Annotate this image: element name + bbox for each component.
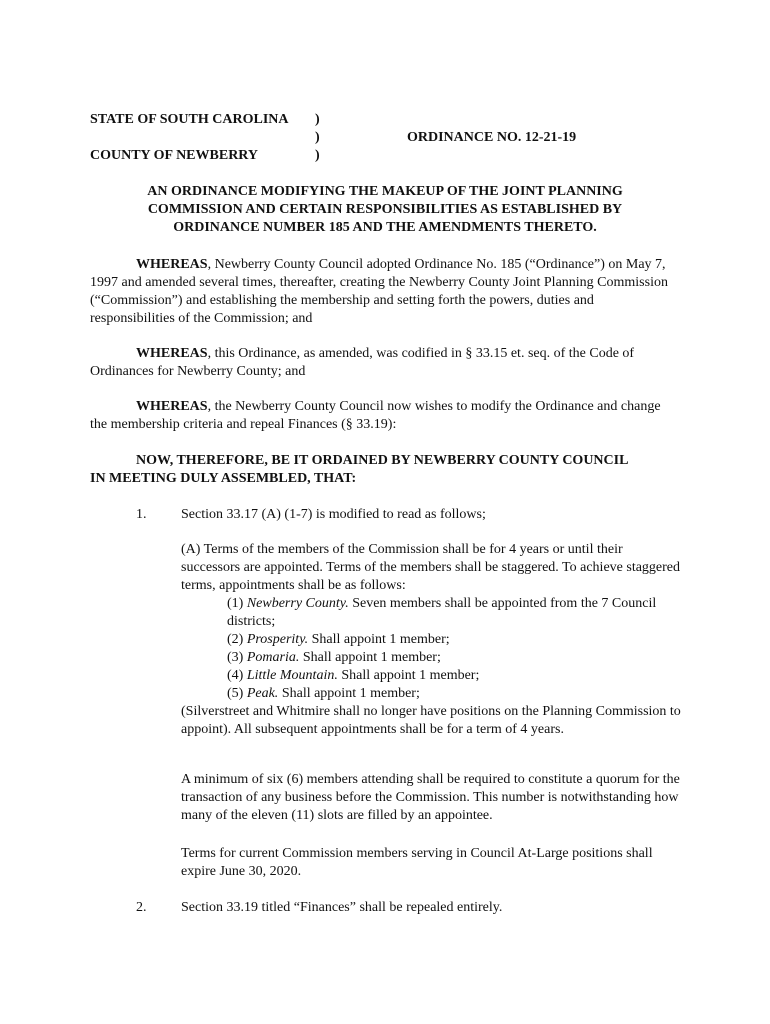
item-name: Peak. — [246, 686, 279, 701]
item-number: (3) — [227, 650, 247, 665]
appointment-item — [181, 595, 681, 631]
item-name: Little Mountain. — [246, 668, 338, 683]
section-number: 1. — [136, 507, 147, 522]
quorum-paragraph: A minimum of six (6) members attending shall be required to constitute a quorum for the transaction of any business before the Commission. This number is notwithstanding how many of the eleven (11) slots are filled by an appointee. — [181, 772, 680, 823]
item-number: (1) — [227, 596, 247, 611]
item-name: Newberry County. — [246, 596, 349, 611]
appointment-item — [181, 667, 681, 685]
enacting-clause — [90, 452, 680, 488]
title-line: AN ORDINANCE MODIFYING THE MAKEUP OF THE JOINT PLANNING — [147, 184, 623, 199]
item-text: Seven members shall be appointed from the 7 Council districts; — [227, 596, 657, 629]
section-a-block — [181, 541, 681, 739]
caption-paren: ) — [315, 148, 320, 163]
note-paragraph: (Silverstreet and Whitmire shall no longer have positions on the Planning Commission to appoint). All subsequent appointments shall be for a term of 4 years. — [181, 704, 681, 737]
whereas-paragraph — [90, 398, 680, 434]
item-text: Shall appoint 1 member; — [299, 650, 441, 665]
item-name: Prosperity. — [246, 632, 309, 647]
caption-paren: ) — [315, 112, 320, 127]
section-text: Section 33.19 titled “Finances” shall be repealed entirely. — [181, 900, 503, 915]
enacting-line: IN MEETING DULY ASSEMBLED, THAT: — [90, 471, 357, 486]
item-number: (5) — [227, 686, 247, 701]
whereas-text: , Newberry County Council adopted Ordinance No. 185 (“Ordinance”) on May 7, 1997 and amended several times, thereafter, creating the Newberry County Joint Planning Commission (“Commission”) and establishing the membership and setting forth the powers, duties and responsibilities of the Commission; and — [90, 257, 668, 326]
whereas-lead: WHEREAS — [136, 257, 208, 272]
enacting-line: NOW, THEREFORE, BE IT ORDAINED BY NEWBERRY COUNTY COUNCIL — [136, 453, 629, 468]
section-a-paragraph: (A) Terms of the members of the Commission shall be for 4 years or until their successors are appointed. Terms of the members shall be staggered. To achieve staggered terms, appointments shall be as follows: — [181, 542, 681, 593]
caption-paren: ) — [315, 130, 320, 145]
ordinance-number: ORDINANCE NO. 12-21-19 — [407, 130, 577, 145]
title-line: ORDINANCE NUMBER 185 AND THE AMENDMENTS THERETO. — [173, 220, 597, 235]
whereas-paragraph — [90, 345, 680, 381]
whereas-paragraph — [90, 256, 680, 328]
item-number: (4) — [227, 668, 247, 683]
section-heading: Section 33.17 (A) (1-7) is modified to read as follows; — [181, 507, 486, 522]
title-line: COMMISSION AND CERTAIN RESPONSIBILITIES AS ESTABLISHED BY — [147, 202, 623, 217]
state-caption: STATE OF SOUTH CAROLINA — [90, 112, 289, 127]
whereas-lead: WHEREAS — [136, 399, 208, 414]
item-text: Shall appoint 1 member; — [308, 632, 450, 647]
whereas-text: , the Newberry County Council now wishes to modify the Ordinance and change the membership criteria and repeal Finances (§ 33.19): — [90, 399, 661, 432]
item-text: Shall appoint 1 member; — [278, 686, 420, 701]
county-caption: COUNTY OF NEWBERRY — [90, 148, 259, 163]
item-text: Shall appoint 1 member; — [337, 668, 480, 683]
item-number: (2) — [227, 632, 247, 647]
whereas-lead: WHEREAS — [136, 346, 208, 361]
whereas-text: , this Ordinance, as amended, was codified in § 33.15 et. seq. of the Code of Ordinances for Newberry County; and — [90, 346, 635, 379]
section-number: 2. — [136, 900, 147, 915]
appointment-item — [181, 685, 681, 703]
item-name: Pomaria. — [246, 650, 300, 665]
appointment-item — [181, 631, 681, 649]
appointment-item — [181, 649, 681, 667]
terms-paragraph: Terms for current Commission members serving in Council At-Large positions shall expire June 30, 2020. — [181, 846, 653, 879]
ordinance-title — [90, 183, 680, 237]
